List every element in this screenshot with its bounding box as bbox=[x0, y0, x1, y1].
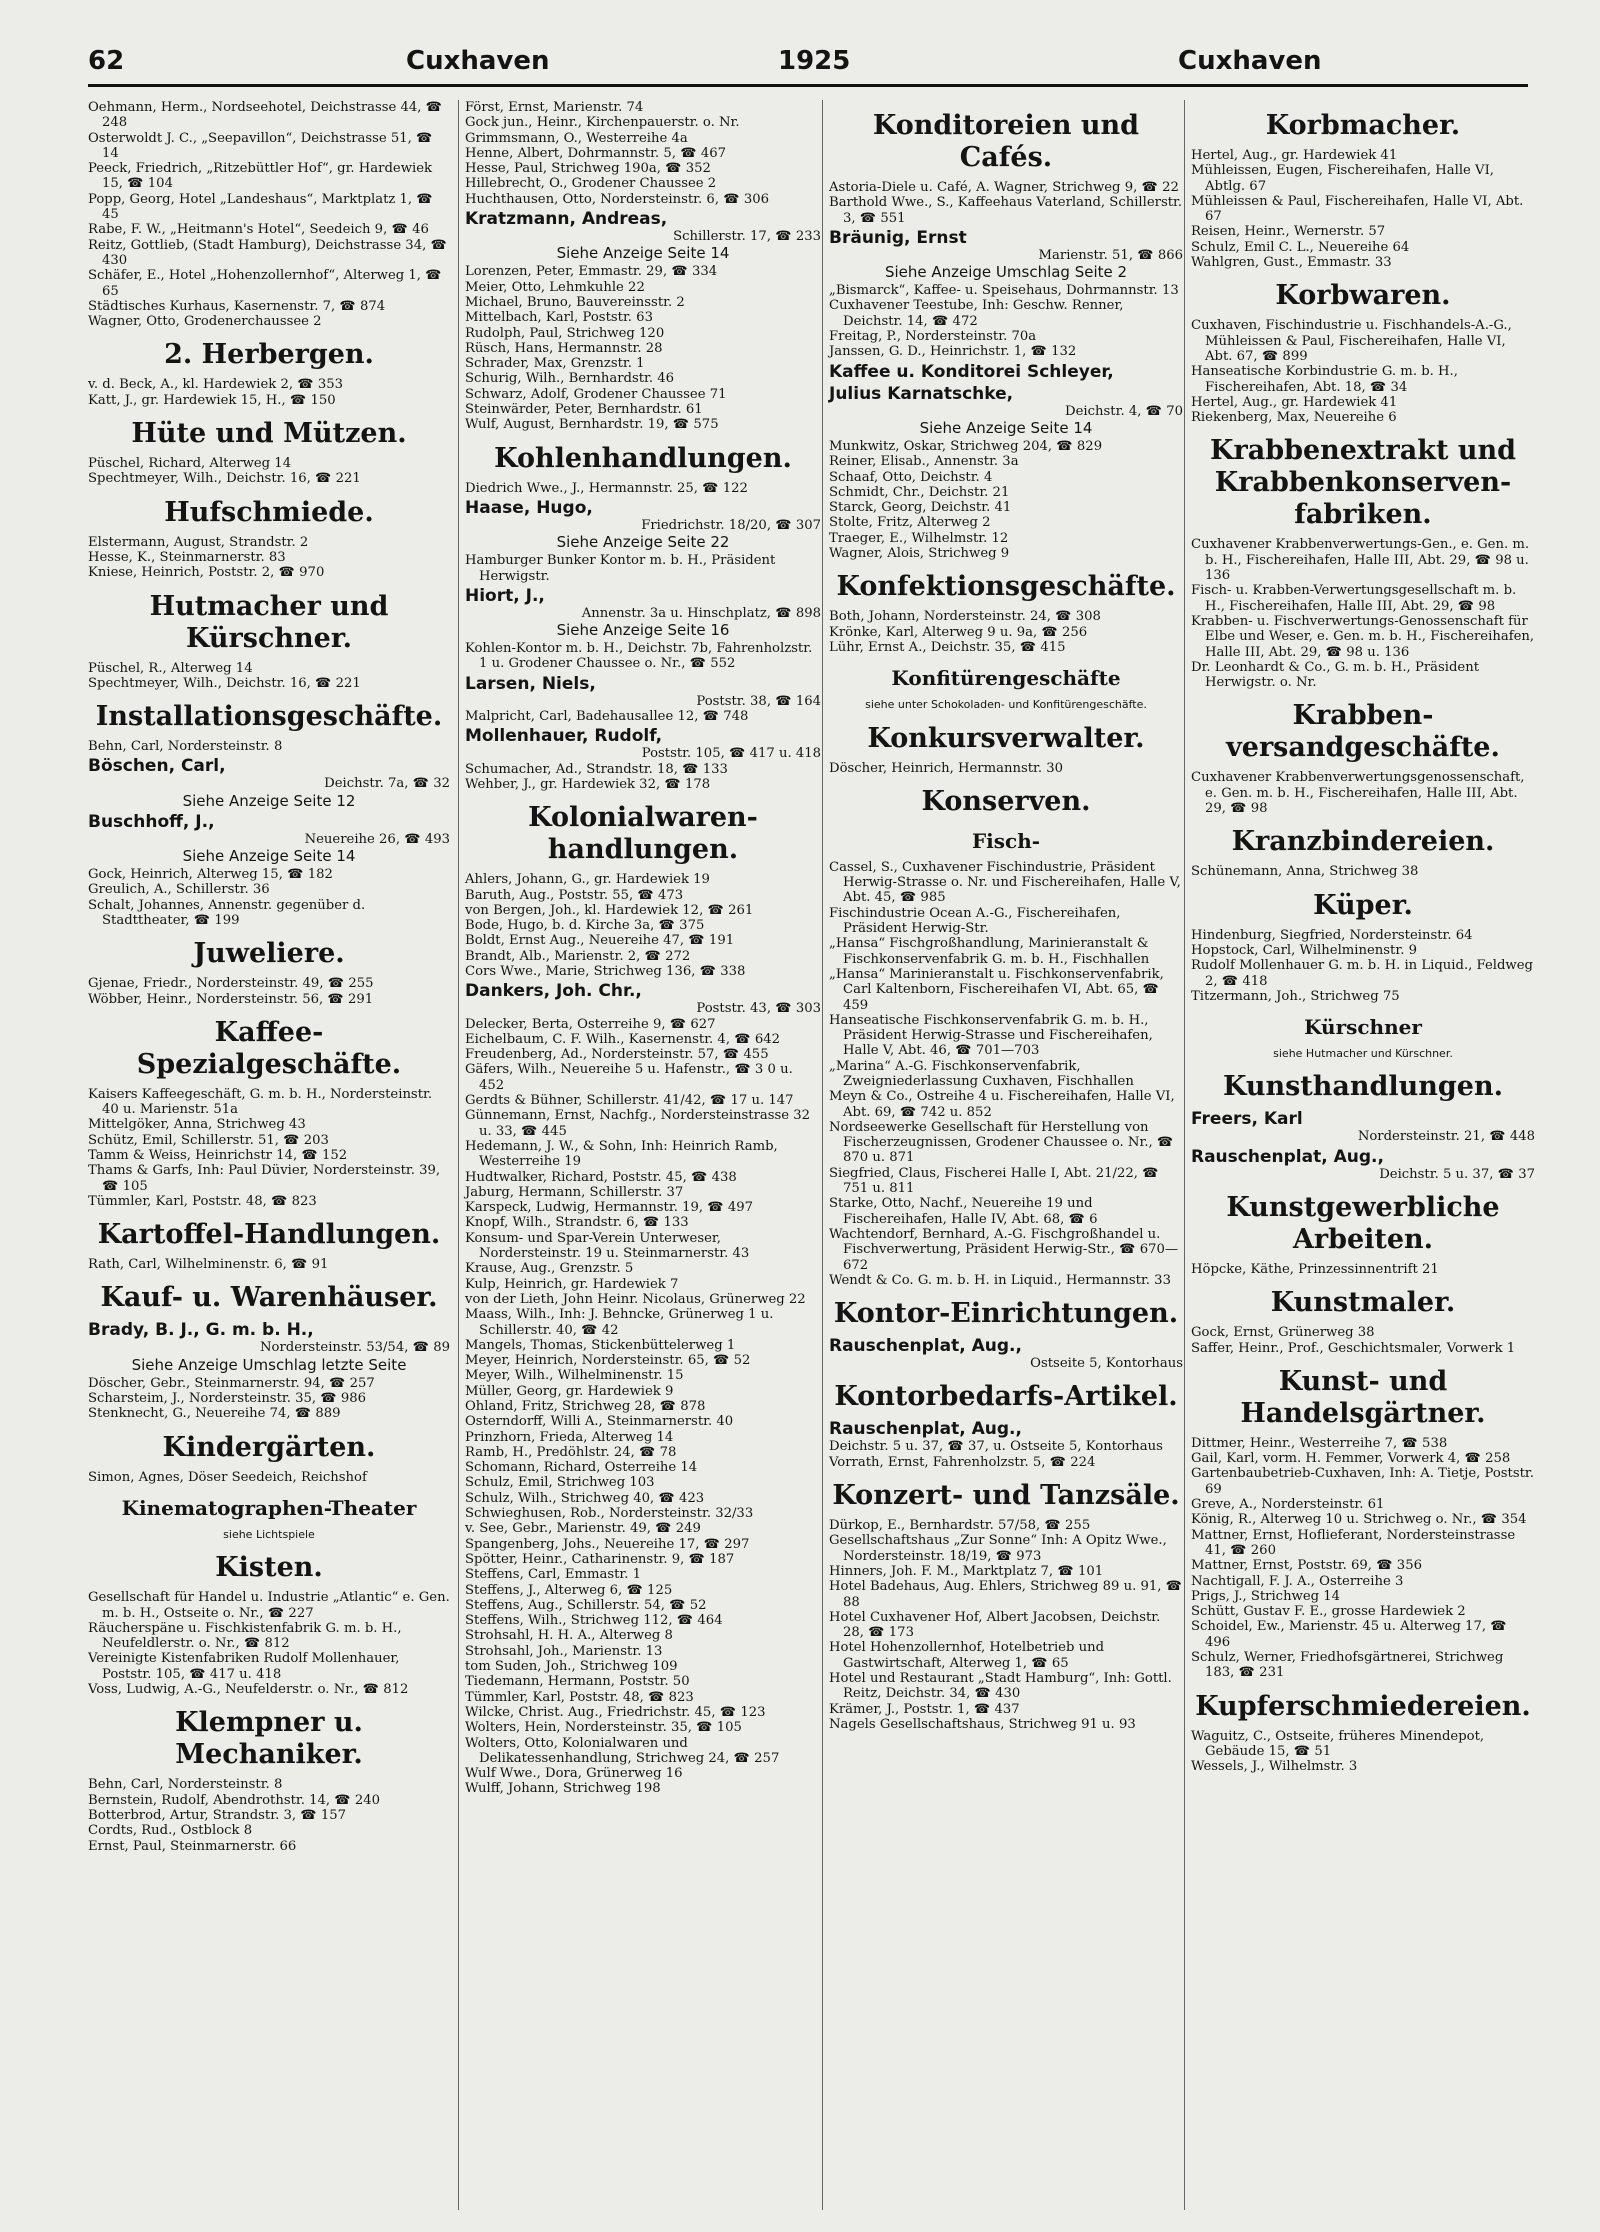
entry: Wessels, J., Wilhelmstr. 3 bbox=[1191, 1759, 1358, 1775]
featured-entry-address: Poststr. 43, ☎ 303 bbox=[696, 1001, 821, 1017]
entry: Mangels, Thomas, Stickenbüttelerweg 1 bbox=[465, 1337, 736, 1353]
entry: Kulp, Heinrich, gr. Hardewiek 7 bbox=[465, 1276, 679, 1292]
entry: Behn, Carl, Nordersteinstr. 8 bbox=[88, 1777, 283, 1793]
entry: Ohland, Fritz, Strichweg 28, ☎ 878 bbox=[465, 1399, 706, 1414]
entry: Krause, Aug., Grenzstr. 5 bbox=[465, 1261, 634, 1277]
entry: Wolters, Hein, Nordersteinstr. 35, ☎ 105 bbox=[465, 1720, 742, 1736]
entry: Wachtendorf, Bernhard, A.-G. Fischgroßhandel u. Fischverwertung, Präsident Herwig-Str., ☎ 670—672 bbox=[829, 1226, 1179, 1273]
section-heading: Konserven. bbox=[921, 785, 1091, 817]
entry: Delecker, Berta, Osterreihe 9, ☎ 627 bbox=[465, 1016, 716, 1032]
section-heading: Kindergärten. bbox=[162, 1431, 376, 1463]
entry: Stenknecht, G., Neuereihe 74, ☎ 889 bbox=[88, 1406, 341, 1422]
entry: Hertel, Aug., gr. Hardewiek 41 bbox=[1191, 148, 1398, 163]
entry: Strohsahl, H. H. A., Alterweg 8 bbox=[465, 1628, 673, 1644]
entry: Prigs, J., Strichweg 14 bbox=[1191, 1588, 1341, 1604]
entry: Wehber, J., gr. Hardewiek 32, ☎ 178 bbox=[465, 776, 711, 792]
entry: Püschel, R., Alterweg 14 bbox=[88, 660, 253, 676]
entry: Schulz, Wilh., Strichweg 40, ☎ 423 bbox=[465, 1490, 705, 1506]
entry: Nachtigall, F. J. A., Osterreihe 3 bbox=[1191, 1573, 1404, 1589]
entry: Prinzhorn, Frieda, Alterweg 14 bbox=[465, 1429, 674, 1445]
featured-entry-address: Friedrichstr. 18/20, ☎ 307 bbox=[641, 517, 821, 533]
section-heading: Korbmacher. bbox=[1265, 110, 1461, 141]
entry: Tümmler, Karl, Poststr. 48, ☎ 823 bbox=[465, 1689, 694, 1705]
featured-entry-name: Buschhoff, J., bbox=[88, 811, 215, 832]
section-heading: Kranzbindereien. bbox=[1231, 826, 1495, 858]
section-heading: Kinematographen-Theater bbox=[121, 1495, 417, 1520]
entry: Jaburg, Hermann, Schillerstr. 37 bbox=[465, 1184, 684, 1200]
entry: Gäfers, Wilh., Neuereihe 5 u. Hafenstr., ☎ 3 0 u. 452 bbox=[465, 1062, 793, 1093]
entry: Gerdts & Bühner, Schillerstr. 41/42, ☎ 17 u. 147 bbox=[465, 1093, 794, 1109]
entry: Freudenberg, Ad., Nordersteinstr. 57, ☎ 455 bbox=[465, 1047, 769, 1063]
entry: Cassel, S., Cuxhavener Fischindustrie, Präsident Herwig-Strasse o. Nr. und Fischereihafen, Halle V, Abt. 45, ☎ 985 bbox=[829, 859, 1181, 906]
entry: Reisen, Heinr., Wernerstr. 57 bbox=[1191, 224, 1386, 240]
section-heading: Konditoreien und Cafés. bbox=[872, 110, 1140, 173]
entry: Osterwoldt J. C., „Seepavillon“, Deichstrasse 51, ☎ 14 bbox=[88, 130, 433, 161]
entry: Mühleissen, Eugen, Fischereihafen, Halle VI, Abtlg. 67 bbox=[1191, 163, 1494, 194]
city-title-right: Cuxhaven bbox=[1178, 46, 1322, 76]
entry: Püschel, Richard, Alterweg 14 bbox=[88, 456, 292, 472]
entry: Mühleissen & Paul, Fischereihafen, Halle VI, Abt. 67 bbox=[1191, 193, 1524, 225]
entry: Schwarz, Adolf, Grodener Chaussee 71 bbox=[465, 386, 727, 402]
entry: Hillebrecht, O., Grodener Chaussee 2 bbox=[465, 176, 717, 192]
featured-entry-name: Mollenhauer, Rudolf, bbox=[465, 726, 663, 747]
entry: Krönke, Karl, Alterweg 9 u. 9a, ☎ 256 bbox=[829, 624, 1088, 640]
advertisement-reference: Siehe Anzeige Umschlag letzte Seite bbox=[131, 1355, 407, 1374]
entry: Thams & Garfs, Inh: Paul Düvier, Nordersteinstr. 39, ☎ 105 bbox=[88, 1163, 441, 1194]
entry: Kaisers Kaffeegeschäft, G. m. b. H., Nordersteinstr. 40 u. Marienstr. 51a bbox=[88, 1086, 433, 1118]
entry: Krämer, J., Poststr. 1, ☎ 437 bbox=[829, 1701, 1020, 1717]
section-heading: Kartoffel-Handlungen. bbox=[97, 1219, 441, 1251]
entry: Vereinigte Kistenfabriken Rudolf Mollenhauer, Poststr. 105, ☎ 417 u. 418 bbox=[88, 1651, 400, 1682]
entry: Wolters, Otto, Kolonialwaren und Delikatessenhandlung, Strichweg 24, ☎ 257 bbox=[465, 1735, 780, 1766]
entry: Konsum- und Spar-Verein Unterweser, Nordersteinstr. 19 u. Steinmarnerstr. 43 bbox=[465, 1230, 750, 1262]
entry: Rüsch, Hans, Hermannstr. 28 bbox=[465, 340, 663, 356]
entry: Gock, Heinrich, Alterweg 15, ☎ 182 bbox=[88, 867, 333, 883]
section-heading: Konzert- und Tanzsäle. bbox=[832, 1480, 1180, 1512]
entry: Kohlen-Kontor m. b. H., Deichstr. 7b, Fahrenholzstr. 1 u. Grodener Chaussee o. Nr., ☎ 552 bbox=[465, 641, 813, 672]
entry: Elstermann, August, Strandstr. 2 bbox=[88, 534, 309, 550]
entry: „Hansa“ Fischgroßhandlung, Marinieranstalt & Fischkonservenfabrik G. m. b. H., Fischhallen bbox=[829, 936, 1150, 967]
entry: Gail, Karl, vorm. H. Femmer, Vorwerk 4, ☎ 258 bbox=[1191, 1451, 1511, 1467]
featured-entry-name: Rauschenplat, Aug., bbox=[1191, 1146, 1384, 1167]
entry: Schulz, Emil C. L., Neuereihe 64 bbox=[1191, 239, 1410, 255]
entry: Schulz, Werner, Friedhofsgärtnerei, Strichweg 183, ☎ 231 bbox=[1191, 1650, 1504, 1681]
entry: Gesellschaftshaus „Zur Sonne“ Inh: A Opitz Wwe., Nordersteinstr. 18/19, ☎ 973 bbox=[829, 1533, 1167, 1564]
entry: Titzermann, Joh., Strichweg 75 bbox=[1191, 988, 1400, 1004]
entry: Wahlgren, Gust., Emmastr. 33 bbox=[1191, 255, 1392, 271]
entry: Schütt, Gustav F. E., grosse Hardewiek 2 bbox=[1191, 1604, 1466, 1620]
entry: Hinners, Joh. F. M., Marktplatz 7, ☎ 101 bbox=[829, 1563, 1104, 1579]
entry: Dürkop, E., Bernhardstr. 57/58, ☎ 255 bbox=[829, 1518, 1091, 1534]
entry: Strohsahl, Joh., Marienstr. 13 bbox=[465, 1643, 663, 1659]
advertisement-reference: Siehe Anzeige Seite 14 bbox=[182, 847, 356, 866]
entry: Först, Ernst, Marienstr. 74 bbox=[465, 100, 644, 115]
section-heading: Kolonialwaren-handlungen. bbox=[528, 802, 758, 866]
entry: Tümmler, Karl, Poststr. 48, ☎ 823 bbox=[88, 1193, 317, 1209]
section-heading: Kunst- und Handelsgärtner. bbox=[1240, 1365, 1486, 1429]
entry: Henne, Albert, Dohrmannstr. 5, ☎ 467 bbox=[465, 145, 726, 161]
entry: Hindenburg, Siegfried, Nordersteinstr. 64 bbox=[1191, 927, 1473, 943]
entry: Schaaf, Otto, Deichstr. 4 bbox=[829, 469, 993, 485]
entry: Steinwärder, Peter, Bernhardstr. 61 bbox=[465, 402, 703, 418]
entry: Simon, Agnes, Döser Seedeich, Reichshof bbox=[88, 1469, 367, 1485]
entry: Cors Wwe., Marie, Strichweg 136, ☎ 338 bbox=[465, 963, 746, 979]
section-heading: Konkursverwalter. bbox=[867, 722, 1145, 754]
advertisement-reference: Siehe Anzeige Umschlag Seite 2 bbox=[884, 263, 1128, 282]
entry: Barthold Wwe., S., Kaffeehaus Vaterland, Schillerstr. 3, ☎ 551 bbox=[829, 195, 1183, 226]
entry: Schmidt, Chr., Deichstr. 21 bbox=[829, 484, 1010, 500]
entry: Cuxhavener Krabbenverwertungsgenossenschaft, e. Gen. m. b. H., Fischereihafen, Halle III, Abt. 29, ☎ 98 bbox=[1191, 770, 1525, 817]
entry: Freitag, P., Nordersteinstr. 70a bbox=[829, 329, 1037, 345]
entry: Traeger, E., Wilhelmstr. 12 bbox=[829, 530, 1009, 546]
entry: Deichstr. 5 u. 37, ☎ 37, u. Ostseite 5, Kontorhaus bbox=[829, 1439, 1163, 1455]
entry: Städtisches Kurhaus, Kasernenstr. 7, ☎ 874 bbox=[88, 298, 386, 314]
entry: Hamburger Bunker Kontor m. b. H., Präsident Herwigstr. bbox=[465, 553, 776, 584]
year: 1925 bbox=[778, 46, 851, 76]
entry: Katt, J., gr. Hardewiek 15, H., ☎ 150 bbox=[88, 392, 336, 408]
entry: Schwieghusen, Rob., Nordersteinstr. 32/33 bbox=[465, 1506, 754, 1522]
entry: Spangenberg, Johs., Neuereihe 17, ☎ 297 bbox=[465, 1536, 750, 1552]
entry: Hudtwalker, Richard, Poststr. 45, ☎ 438 bbox=[465, 1169, 737, 1185]
section-heading: Küper. bbox=[1313, 889, 1413, 921]
entry: Döscher, Gebr., Steinmarnerstr. 94, ☎ 257 bbox=[88, 1375, 375, 1391]
entry: Starke, Otto, Nachf., Neuereihe 19 und Fischereihafen, Halle IV, Abt. 68, ☎ 6 bbox=[829, 1196, 1098, 1227]
page-number: 62 bbox=[88, 46, 125, 76]
entry: Höpcke, Käthe, Prinzessinnentrift 21 bbox=[1191, 1261, 1439, 1277]
entry: Wagner, Alois, Strichweg 9 bbox=[829, 546, 1010, 562]
page-header bbox=[88, 44, 1528, 87]
entry: Tamm & Weiss, Heinrichstr 14, ☎ 152 bbox=[88, 1147, 348, 1163]
section-heading: Kupferschmiedereien. bbox=[1195, 1690, 1531, 1722]
entry: Müller, Georg, gr. Hardewiek 9 bbox=[465, 1383, 674, 1399]
entry: Eichelbaum, C. F. Wilh., Kasernenstr. 4, ☎ 642 bbox=[465, 1031, 780, 1047]
entry: Mattner, Ernst, Poststr. 69, ☎ 356 bbox=[1191, 1558, 1422, 1574]
featured-entry-name: Rauschenplat, Aug., bbox=[829, 1336, 1022, 1357]
city-title-left: Cuxhaven bbox=[406, 46, 550, 76]
entry: Günnemann, Ernst, Nachfg., Nordersteinstrasse 32 u. 33, ☎ 445 bbox=[465, 1108, 811, 1139]
entry: König, R., Alterweg 10 u. Strichweg o. Nr., ☎ 354 bbox=[1191, 1512, 1527, 1528]
entry: Waguitz, C., Ostseite, früheres Minendepot, Gebäude 15, ☎ 51 bbox=[1191, 1728, 1485, 1759]
entry: Schäfer, E., Hotel „Hohenzollernhof“, Alterweg 1, ☎ 65 bbox=[88, 268, 442, 299]
featured-entry-address: Poststr. 105, ☎ 417 u. 418 bbox=[641, 746, 821, 762]
section-heading: Installationsgeschäfte. bbox=[95, 701, 443, 733]
entry: Wulff, Johann, Strichweg 198 bbox=[465, 1781, 661, 1797]
entry: Hertel, Aug., gr. Hardewiek 41 bbox=[1191, 394, 1398, 410]
advertisement-reference: Siehe Anzeige Seite 22 bbox=[556, 533, 730, 552]
featured-entry-address: Neuereihe 26, ☎ 493 bbox=[304, 831, 450, 847]
featured-entry-name: Kaffee u. Konditorei Schleyer, bbox=[829, 361, 1114, 382]
entry: Greve, A., Nordersteinstr. 61 bbox=[1191, 1497, 1385, 1513]
entry: Gock, Ernst, Grünerweg 38 bbox=[1191, 1325, 1375, 1341]
entry: Ahlers, Johann, G., gr. Hardewiek 19 bbox=[465, 872, 710, 888]
entry: „Bismarck“, Kaffee- u. Speisehaus, Dohrmannstr. 13 bbox=[829, 283, 1179, 299]
entry: Tiedemann, Hermann, Poststr. 50 bbox=[465, 1674, 690, 1690]
column-3 bbox=[822, 100, 1183, 2210]
entry: Lorenzen, Peter, Emmastr. 29, ☎ 334 bbox=[465, 264, 718, 280]
section-heading: Konfitürengeschäfte bbox=[891, 666, 1121, 691]
cross-reference-note: siehe Lichtspiele bbox=[223, 1527, 315, 1541]
featured-entry-name: Böschen, Carl, bbox=[88, 756, 226, 777]
featured-entry-name: Kratzmann, Andreas, bbox=[465, 209, 668, 230]
entry: Mittelbach, Karl, Poststr. 63 bbox=[465, 310, 653, 326]
entry: Hanseatische Korbindustrie G. m. b. H., Fischereihafen, Abt. 18, ☎ 34 bbox=[1191, 364, 1458, 395]
entry: von der Lieth, John Heinr. Nicolaus, Grünerweg 22 bbox=[465, 1291, 806, 1307]
entry: Bernstein, Rudolf, Abendrothstr. 14, ☎ 240 bbox=[88, 1792, 381, 1808]
featured-entry-name: Larsen, Niels, bbox=[465, 673, 596, 694]
entry: Munkwitz, Oskar, Strichweg 204, ☎ 829 bbox=[829, 438, 1103, 454]
entry: Schrader, Max, Grenzstr. 1 bbox=[465, 356, 645, 372]
entry: v. d. Beck, A., kl. Hardewiek 2, ☎ 353 bbox=[88, 377, 344, 393]
section-heading: Kaffee-Spezialgeschäfte. bbox=[136, 1016, 402, 1080]
entry: Wagner, Otto, Grodenerchaussee 2 bbox=[88, 314, 322, 330]
entry: Hedemann, J. W., & Sohn, Inh: Heinrich Ramb, Westerreihe 19 bbox=[465, 1138, 778, 1170]
entry: Steffens, Wilh., Strichweg 112, ☎ 464 bbox=[465, 1613, 723, 1629]
entry: Spechtmeyer, Wilh., Deichstr. 16, ☎ 221 bbox=[88, 471, 361, 487]
entry: Scharsteim, J., Nordersteinstr. 35, ☎ 986 bbox=[88, 1391, 367, 1407]
entry: Kniese, Heinrich, Poststr. 2, ☎ 970 bbox=[88, 565, 325, 581]
section-heading: Klempner u. Mechaniker. bbox=[175, 1707, 363, 1771]
entry: Ernst, Paul, Steinmarnerstr. 66 bbox=[88, 1838, 297, 1854]
entry: von Bergen, Joh., kl. Hardewiek 12, ☎ 261 bbox=[465, 902, 754, 918]
entry: Schumacher, Ad., Strandstr. 18, ☎ 133 bbox=[465, 761, 728, 777]
entry: Karspeck, Ludwig, Hermannstr. 19, ☎ 497 bbox=[465, 1200, 754, 1216]
entry: Michael, Bruno, Bauvereinsstr. 2 bbox=[465, 294, 685, 310]
entry: Rudolf Mollenhauer G. m. b. H. in Liquid., Feldweg 2, ☎ 418 bbox=[1191, 958, 1533, 989]
entry: Cuxhavener Krabbenverwertungs-Gen., e. Gen. m. b. H., Fischereihafen, Halle III, Abt. 29, ☎ 98 u. 136 bbox=[1191, 537, 1530, 584]
section-heading: Kunsthandlungen. bbox=[1222, 1071, 1504, 1103]
featured-entry-address: Marienstr. 51, ☎ 866 bbox=[1038, 247, 1183, 263]
entry: Mittelgöker, Anna, Strichweg 43 bbox=[88, 1117, 306, 1133]
featured-entry-address: Deichstr. 5 u. 37, ☎ 37 bbox=[1379, 1166, 1535, 1182]
section-heading: Kisten. bbox=[215, 1552, 323, 1584]
entry: Astoria-Diele u. Café, A. Wagner, Strichweg 9, ☎ 22 bbox=[829, 180, 1179, 195]
entry: Riekenberg, Max, Neuereihe 6 bbox=[1191, 410, 1397, 426]
entry: Fischindustrie Ocean A.-G., Fischereihafen, Präsident Herwig-Str. bbox=[829, 905, 1121, 937]
entry: Cordts, Rud., Ostblock 8 bbox=[88, 1823, 253, 1839]
entry: Vorrath, Ernst, Fahrenholzstr. 5, ☎ 224 bbox=[829, 1454, 1096, 1470]
entry: Meyn & Co., Ostreihe 4 u. Fischereihafen, Halle VI, Abt. 69, ☎ 742 u. 852 bbox=[829, 1089, 1175, 1120]
section-heading: Kontor-Einrichtungen. bbox=[833, 1298, 1179, 1330]
section-heading: Fisch- bbox=[971, 828, 1041, 853]
entry: Steffens, J., Alterweg 6, ☎ 125 bbox=[465, 1582, 673, 1598]
advertisement-reference: Siehe Anzeige Seite 12 bbox=[182, 791, 356, 810]
section-heading: Kohlenhandlungen. bbox=[494, 442, 792, 474]
entry: Hesse, K., Steinmarnerstr. 83 bbox=[88, 549, 286, 565]
featured-entry-address: Schillerstr. 17, ☎ 233 bbox=[673, 229, 821, 245]
entry: Diedrich Wwe., J., Hermannstr. 25, ☎ 122 bbox=[465, 480, 748, 496]
entry: Wulf Wwe., Dora, Grünerweg 16 bbox=[465, 1766, 683, 1782]
entry: Malpricht, Carl, Badehausallee 12, ☎ 748 bbox=[465, 709, 749, 725]
section-heading: Krabben-versandgeschäfte. bbox=[1226, 700, 1500, 764]
entry: „Hansa“ Marinieranstalt u. Fischkonservenfabrik, Carl Kaltenborn, Fischereihafen VI, Abt. 65, ☎ 459 bbox=[829, 966, 1164, 1013]
column-1 bbox=[88, 100, 450, 2210]
entry: Hotel Cuxhavener Hof, Albert Jacobsen, Deichstr. 28, ☎ 173 bbox=[829, 1609, 1161, 1641]
entry: Reitz, Gottlieb, (Stadt Hamburg), Deichstrasse 34, ☎ 430 bbox=[88, 237, 447, 268]
entry: Schoidel, Ew., Marienstr. 45 u. Alterweg 17, ☎ 496 bbox=[1191, 1619, 1507, 1650]
entry: Behn, Carl, Nordersteinstr. 8 bbox=[88, 739, 283, 755]
entry: Gartenbaubetrieb-Cuxhaven, Inh: A. Tietje, Poststr. 69 bbox=[1191, 1466, 1534, 1497]
entry: Osterndorff, Willi A., Steinmarnerstr. 40 bbox=[465, 1414, 734, 1430]
entry: Dittmer, Heinr., Westerreihe 7, ☎ 538 bbox=[1191, 1435, 1448, 1451]
entry: Maass, Wilh., Inh: J. Behncke, Grünerweg 1 u. Schillerstr. 40, ☎ 42 bbox=[465, 1307, 774, 1338]
entry: Bode, Hugo, b. d. Kirche 3a, ☎ 375 bbox=[465, 918, 705, 934]
entry: Meier, Otto, Lehmkuhle 22 bbox=[465, 279, 645, 295]
entry: Popp, Georg, Hotel „Landeshaus“, Marktplatz 1, ☎ 45 bbox=[88, 191, 433, 223]
section-heading: Kontorbedarfs-Artikel. bbox=[834, 1381, 1178, 1413]
advertisement-reference: Siehe Anzeige Seite 16 bbox=[556, 621, 730, 640]
entry: Knopf, Wilh., Strandstr. 6, ☎ 133 bbox=[465, 1215, 689, 1231]
featured-entry-address: Annenstr. 3a u. Hinschplatz, ☎ 898 bbox=[581, 605, 821, 621]
section-heading: Hüte und Mützen. bbox=[131, 418, 407, 450]
entry: Stolte, Fritz, Alterweg 2 bbox=[829, 515, 991, 531]
entry: Wulf, August, Bernhardstr. 19, ☎ 575 bbox=[465, 417, 719, 433]
entry: Rath, Carl, Wilhelminenstr. 6, ☎ 91 bbox=[88, 1257, 329, 1273]
entry: Cuxhaven, Fischindustrie u. Fischhandels-A.-G., Mühleissen & Paul, Fischereihafen, Halle VI, Abt. 67, ☎ 899 bbox=[1191, 318, 1512, 364]
section-heading: Korbwaren. bbox=[1275, 280, 1451, 312]
entry: Rudolph, Paul, Strichweg 120 bbox=[465, 325, 665, 341]
entry: Schurig, Wilh., Bernhardstr. 46 bbox=[465, 371, 675, 387]
entry: Steffens, Carl, Emmastr. 1 bbox=[465, 1567, 642, 1583]
entry: Steffens, Aug., Schillerstr. 54, ☎ 52 bbox=[465, 1597, 707, 1613]
entry: Hotel und Restaurant „Stadt Hamburg“, Inh: Gottl. Reitz, Deichstr. 34, ☎ 430 bbox=[829, 1671, 1172, 1702]
entry: v. See, Gebr., Marienstr. 49, ☎ 249 bbox=[465, 1521, 701, 1537]
entry: Fisch- u. Krabben-Verwertungsgesellschaft m. b. H., Fischereihafen, Halle III, Abt. 29, ☎ 98 bbox=[1191, 583, 1517, 614]
entry: Schünemann, Anna, Strichweg 38 bbox=[1191, 864, 1419, 880]
entry: Nordseewerke Gesellschaft für Herstellung von Fischerzeugnissen, Grodener Chaussee o. Nr., ☎ 870 u. 871 bbox=[829, 1119, 1174, 1166]
entry: Meyer, Heinrich, Nordersteinstr. 65, ☎ 52 bbox=[465, 1353, 751, 1369]
entry: Gock jun., Heinr., Kirchenpauerstr. o. Nr. bbox=[465, 115, 740, 131]
section-heading: 2. Herbergen. bbox=[164, 339, 374, 371]
entry: Schalt, Johannes, Annenstr. gegenüber d. Stadttheater, ☎ 199 bbox=[88, 897, 366, 928]
featured-entry-name: Rauschenplat, Aug., bbox=[829, 1419, 1022, 1440]
cross-reference-note: siehe unter Schokoladen- und Konfitürengeschäfte. bbox=[865, 698, 1147, 712]
entry: Wendt & Co. G. m. b. H. in Liquid., Hermannstr. 33 bbox=[829, 1272, 1171, 1288]
entry: Hanseatische Fischkonservenfabrik G. m. b. H., Präsident Herwig-Strasse und Fischereihafen, Halle V, Abt. 46, ☎ 701—703 bbox=[829, 1012, 1153, 1059]
entry: Spötter, Heinr., Catharinenstr. 9, ☎ 187 bbox=[465, 1551, 735, 1567]
entry: Peeck, Friedrich, „Ritzebüttler Hof“, gr. Hardewiek 15, ☎ 104 bbox=[88, 161, 433, 192]
entry: Hotel Badehaus, Aug. Ehlers, Strichweg 89 u. 91, ☎ 88 bbox=[829, 1579, 1183, 1610]
entry: Botterbrod, Artur, Strandstr. 3, ☎ 157 bbox=[88, 1807, 347, 1823]
cross-reference-note: siehe Hutmacher und Kürschner. bbox=[1273, 1047, 1453, 1061]
entry: Huchthausen, Otto, Nordersteinstr. 6, ☎ 306 bbox=[465, 191, 769, 207]
featured-entry-address: Deichstr. 7a, ☎ 32 bbox=[324, 776, 450, 792]
featured-entry-name: Dankers, Joh. Chr., bbox=[465, 981, 642, 1002]
featured-entry-name: Hiort, J., bbox=[465, 585, 545, 606]
entry: Siegfried, Claus, Fischerei Halle I, Abt. 21/22, ☎ 751 u. 811 bbox=[829, 1165, 1159, 1197]
entry: Gjenae, Friedr., Nordersteinstr. 49, ☎ 255 bbox=[88, 976, 374, 992]
entry: Saffer, Heinr., Prof., Geschichtsmaler, Vorwerk 1 bbox=[1191, 1340, 1516, 1356]
advertisement-reference: Siehe Anzeige Seite 14 bbox=[919, 418, 1093, 437]
entry: Schütz, Emil, Schillerstr. 51, ☎ 203 bbox=[88, 1132, 329, 1148]
featured-entry-name: Haase, Hugo, bbox=[465, 497, 593, 518]
entry: Krabben- u. Fischverwertungs-Genossenschaft für Elbe und Weser, e. Gen. m. b. H., Fischereihafen, Halle III, Abt. 29, ☎ 98 u. 136 bbox=[1191, 613, 1535, 660]
entry: Greulich, A., Schillerstr. 36 bbox=[88, 882, 270, 898]
entry: Nagels Gesellschaftshaus, Strichweg 91 u. 93 bbox=[829, 1716, 1136, 1732]
entry: Both, Johann, Nordersteinstr. 24, ☎ 308 bbox=[829, 609, 1101, 625]
entry: Baruth, Aug., Poststr. 55, ☎ 473 bbox=[465, 887, 684, 903]
featured-entry-address: Ostseite 5, Kontorhaus bbox=[1030, 1356, 1183, 1372]
entry: Räucherspäne u. Fischkistenfabrik G. m. b. H., Neufeldlerstr. o. Nr., ☎ 812 bbox=[88, 1620, 402, 1652]
entry: Wöbber, Heinr., Nordersteinstr. 56, ☎ 291 bbox=[88, 991, 374, 1007]
entry: Voss, Ludwig, A.-G., Neufelderstr. o. Nr., ☎ 812 bbox=[88, 1682, 409, 1698]
featured-entry-name: Julius Karnatschke, bbox=[829, 383, 1014, 404]
entry: Grimmsmann, O., Westerreihe 4a bbox=[465, 130, 688, 146]
entry: Schomann, Richard, Osterreihe 14 bbox=[465, 1460, 698, 1476]
entry: Boldt, Ernst Aug., Neuereihe 47, ☎ 191 bbox=[465, 933, 735, 949]
entry: Wilcke, Christ. Aug., Friedrichstr. 45, ☎ 123 bbox=[465, 1704, 766, 1720]
entry: Hesse, Paul, Strichweg 190a, ☎ 352 bbox=[465, 161, 711, 177]
section-heading: Kauf- u. Warenhäuser. bbox=[100, 1282, 438, 1314]
featured-entry-name: Brady, B. J., G. m. b. H., bbox=[88, 1320, 314, 1341]
advertisement-reference: Siehe Anzeige Seite 14 bbox=[556, 244, 730, 263]
section-heading: Krabbenextrakt und Krabbenkonserven-fabriken. bbox=[1210, 435, 1516, 531]
section-heading: Hufschmiede. bbox=[164, 496, 374, 528]
featured-entry-address: Nordersteinstr. 21, ☎ 448 bbox=[1357, 1129, 1535, 1145]
entry: „Marina“ A.-G. Fischkonservenfabrik, Zweigniederlassung Cuxhaven, Fischhallen bbox=[829, 1058, 1134, 1089]
entry: tom Suden, Joh., Strichweg 109 bbox=[465, 1659, 678, 1675]
entry: Hotel Hohenzollernhof, Hotelbetrieb und Gastwirtschaft, Alterweg 1, ☎ 65 bbox=[829, 1640, 1105, 1671]
column-4 bbox=[1184, 100, 1535, 2210]
entry: Döscher, Heinrich, Hermannstr. 30 bbox=[829, 760, 1064, 776]
featured-entry-address: Poststr. 38, ☎ 164 bbox=[696, 693, 821, 709]
column-2 bbox=[458, 100, 821, 2210]
section-heading: Kunstmaler. bbox=[1270, 1287, 1456, 1319]
featured-entry-address: Deichstr. 4, ☎ 70 bbox=[1065, 403, 1183, 419]
section-heading: Juweliere. bbox=[193, 938, 345, 970]
entry: Meyer, Wilh., Wilhelminenstr. 15 bbox=[465, 1368, 684, 1384]
entry: Janssen, G. D., Heinrichstr. 1, ☎ 132 bbox=[829, 344, 1077, 360]
entry: Lühr, Ernst A., Deichstr. 35, ☎ 415 bbox=[829, 639, 1066, 655]
featured-entry-name: Bräunig, Ernst bbox=[829, 227, 967, 248]
section-heading: Kürschner bbox=[1304, 1015, 1422, 1040]
entry: Hopstock, Carl, Wilhelminenstr. 9 bbox=[1191, 942, 1417, 958]
entry: Oehmann, Herm., Nordseehotel, Deichstrasse 44, ☎ 248 bbox=[88, 100, 443, 131]
entry: Ramb, H., Predöhlstr. 24, ☎ 78 bbox=[465, 1444, 677, 1460]
section-heading: Kunstgewerbliche Arbeiten. bbox=[1226, 1191, 1500, 1255]
entry: Mattner, Ernst, Hoflieferant, Nordersteinstrasse 41, ☎ 260 bbox=[1191, 1527, 1516, 1558]
entry: Cuxhavener Teestube, Inh: Geschw. Renner, Deichstr. 14, ☎ 472 bbox=[829, 298, 1124, 329]
entry: Spechtmeyer, Wilh., Deichstr. 16, ☎ 221 bbox=[88, 675, 361, 691]
entry: Brandt, Alb., Marienstr. 2, ☎ 272 bbox=[465, 948, 691, 964]
entry: Reiner, Elisab., Annenstr. 3a bbox=[829, 454, 1019, 470]
featured-entry-address: Nordersteinstr. 53/54, ☎ 89 bbox=[259, 1340, 450, 1356]
section-heading: Hutmacher und Kürschner. bbox=[149, 590, 389, 654]
entry: Starck, Georg, Deichstr. 41 bbox=[829, 500, 1012, 516]
featured-entry-name: Freers, Karl bbox=[1191, 1109, 1303, 1130]
entry: Rabe, F. W., „Heitmann's Hotel“, Seedeich 9, ☎ 46 bbox=[88, 222, 429, 238]
section-heading: Konfektionsgeschäfte. bbox=[836, 571, 1176, 603]
entry: Schulz, Emil, Strichweg 103 bbox=[465, 1475, 655, 1491]
entry: Dr. Leonhardt & Co., G. m. b. H., Präsident Herwigstr. o. Nr. bbox=[1191, 659, 1480, 691]
entry: Gesellschaft für Handel u. Industrie „Atlantic“ e. Gen. m. b. H., Ostseite o. Nr., ☎ 227 bbox=[88, 1590, 450, 1621]
